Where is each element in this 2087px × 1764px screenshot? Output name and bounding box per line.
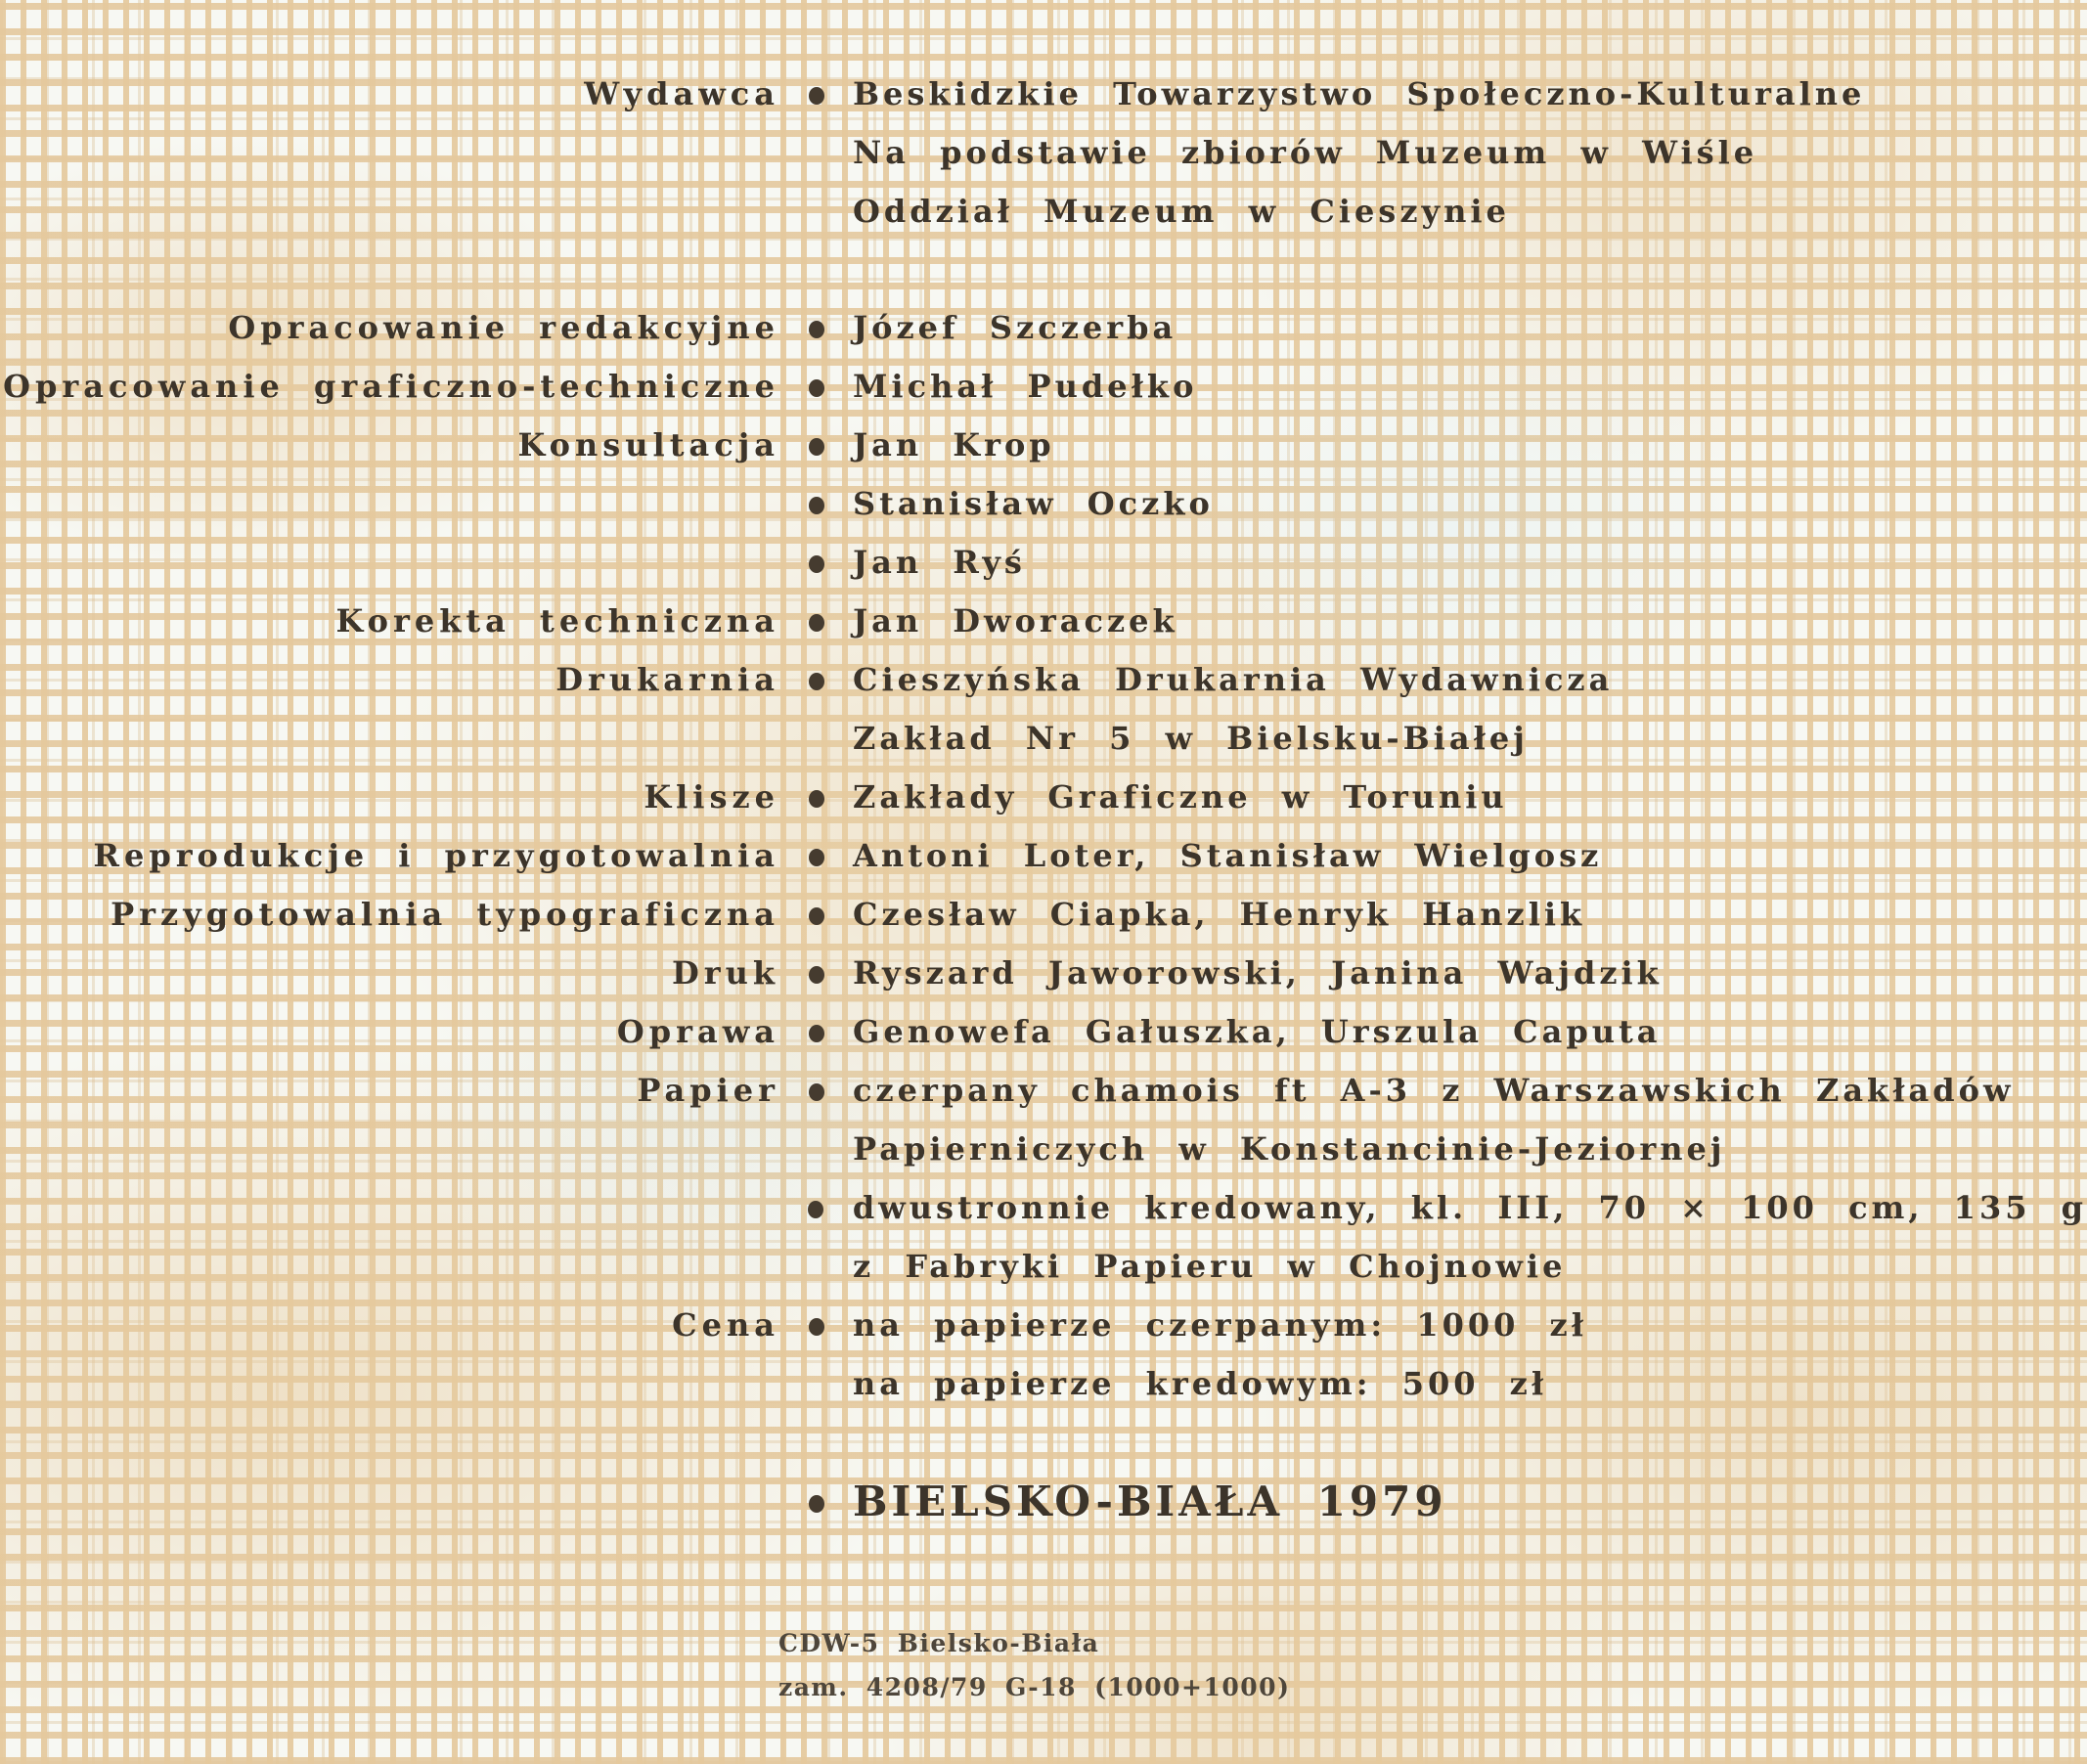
row-label: Klisze [644,778,779,816]
bullet-icon [809,966,824,984]
colophon-row-proofreader [0,592,2087,650]
colophon-row-paper2 [0,1178,2087,1237]
bullet-icon [808,1201,823,1218]
colophon-row-printer [0,650,2087,709]
bullet-icon [809,1495,824,1513]
row-value: Na podstawie zbiorów Muzeum w Wiśle [853,134,1758,171]
colophon-row-price-cont [0,1354,2087,1413]
row-value: Michał Pudełko [853,368,1198,405]
bullet-cell [779,1314,853,1336]
row-label: Papier [637,1072,779,1109]
row-value: Zakład Nr 5 w Bielsku-Białej [853,720,1529,757]
colophon-row-publisher-cont [0,123,2087,182]
colophon-row-typography [0,885,2087,944]
bullet-icon [809,555,824,573]
bullet-cell [779,83,853,105]
row-value: na papierze kredowym: 500 zł [853,1365,1548,1402]
bullet-icon [809,849,824,866]
bullet-cell [779,1197,853,1218]
colophon-row-printer-cont [0,709,2087,768]
row-label: Oprawa [616,1013,779,1050]
bullet-icon [809,321,824,338]
bullet-cell [779,200,853,222]
bullet-icon [809,1025,824,1042]
row-value: Ryszard Jaworowski, Janina Wajdzik [853,954,1663,992]
bullet-icon [809,1083,824,1101]
colophon-row-plates [0,768,2087,826]
row-value: Oddział Muzeum w Cieszynie [853,193,1510,230]
bullet-icon [809,497,824,514]
row-label: Cena [672,1306,779,1344]
colophon-row-consultant [0,416,2087,474]
colophon-row-city-year [0,1473,2087,1531]
bullet-cell [779,142,853,163]
bullet-cell [779,669,853,690]
bullet-icon [809,87,824,105]
row-value: Papierniczych w Konstancinie-Jeziornej [853,1130,1726,1168]
row-label: Reprodukcje i przygotowalnia [93,837,779,874]
row-label: Drukarnia [555,661,779,698]
bullet-cell [779,1256,853,1277]
printer-imprint [0,1621,2087,1709]
row-label: Opracowanie redakcyjne [228,309,779,346]
row-value: Jan Krop [853,426,1055,463]
row-label: Korekta techniczna [335,602,779,639]
bullet-icon [809,379,824,397]
row-value: Cieszyńska Drukarnia Wydawnicza [853,661,1614,698]
bullet-cell [779,962,853,984]
bullet-cell [779,786,853,808]
colophon-row-publisher [0,65,2087,123]
imprint-line-2: zam. 4208/79 G-18 (1000+1000) [778,1673,1291,1701]
row-value: Stanisław Oczko [853,485,1214,522]
colophon-row-paper2-cont [0,1237,2087,1296]
bullet-icon [809,614,824,632]
bullet-icon [809,1318,824,1336]
bullet-icon [809,790,824,808]
bullet-icon [809,673,824,690]
row-label: Wydawca [584,75,779,112]
bullet-cell [779,904,853,925]
bullet-cell [779,551,853,573]
colophon-row-publisher-cont [0,182,2087,241]
row-label: Konsultacja [517,426,779,463]
colophon-row-price [0,1296,2087,1354]
bullet-cell [779,317,853,338]
colophon-row-consultant-cont [0,533,2087,592]
bullet-cell [779,1491,853,1513]
bullet-cell [779,1138,853,1160]
bullet-cell [779,1021,853,1042]
bullet-cell [779,375,853,397]
colophon-row-paper-cont [0,1120,2087,1178]
colophon-row-paper [0,1061,2087,1120]
row-value: z Fabryki Papieru w Chojnowie [853,1248,1567,1285]
row-value: BIELSKO-BIAŁA 1979 [853,1477,1447,1525]
row-value: na papierze czerpanym: 1000 zł [853,1306,1588,1344]
bullet-cell [779,493,853,514]
row-value: Czesław Ciapka, Henryk Hanzlik [853,896,1586,933]
row-value: Józef Szczerba [853,309,1177,346]
row-value: dwustronnie kredowany, kl. III, 70 × 100 cm, 135 g [852,1189,2087,1226]
row-value: Antoni Loter, Stanisław Wielgosz [853,837,1603,874]
colophon-row-consultant-cont [0,474,2087,533]
colophon-row-print [0,944,2087,1002]
colophon-row-editor [0,298,2087,357]
bullet-cell [779,1373,853,1394]
row-label: Przygotowalnia typograficzna [111,896,779,933]
bullet-icon [809,907,824,925]
row-value: Zakłady Graficzne w Toruniu [853,778,1508,816]
bullet-cell [779,728,853,749]
colophon-row-binding [0,1002,2087,1061]
row-value: Beskidzkie Towarzystwo Społeczno-Kulturalne [853,75,1866,112]
imprint-line-1: CDW-5 Bielsko-Biała [778,1629,1100,1657]
row-value: Genowefa Gałuszka, Urszula Caputa [853,1013,1662,1050]
colophon-row-graphic-editor [0,357,2087,416]
row-value: czerpany chamois ft A-3 z Warszawskich Zakładów [853,1072,2015,1109]
bullet-cell [779,1080,853,1101]
colophon-row-reproduction [0,826,2087,885]
row-label: Opracowanie graficzno-techniczne [3,368,779,405]
bullet-cell [779,434,853,456]
bullet-icon [809,438,824,456]
bullet-cell [779,845,853,866]
row-value: Jan Ryś [853,544,1026,581]
row-value: Jan Dworaczek [853,602,1178,639]
row-label: Druk [671,954,779,992]
bullet-cell [779,610,853,632]
